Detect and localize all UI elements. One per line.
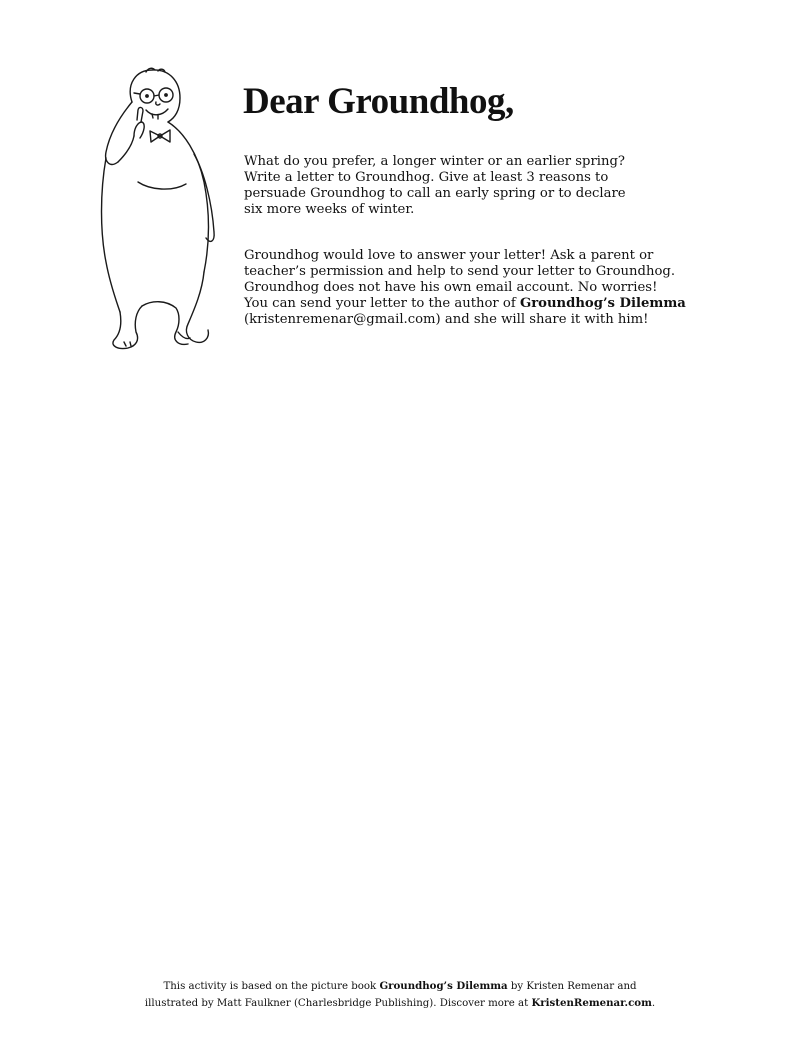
footer-website: KristenRemenar.com xyxy=(531,997,652,1009)
intro-paragraph xyxy=(244,154,744,218)
body-line: (kristenremenar@gmail.com) and she will share it with him! xyxy=(244,312,649,327)
footer-line xyxy=(0,995,800,1012)
footer-book-title: Groundhog’s Dilemma xyxy=(379,980,508,992)
body-line: Groundhog would love to answer your letter! Ask a parent or xyxy=(244,248,654,263)
footer-text: . xyxy=(651,998,656,1009)
footer-text: illustrated by Matt Faulkner (Charlesbridge Publishing). Discover more at xyxy=(144,998,532,1009)
footer-text: by Kristen Remenar and xyxy=(507,981,637,992)
body-line: teacher’s permission and help to send your letter to Groundhog. xyxy=(244,264,676,279)
body-line xyxy=(244,296,764,312)
footer-line xyxy=(0,978,800,995)
footer-credits xyxy=(0,978,800,1012)
intro-line: persuade Groundhog to call an early spring or to declare xyxy=(244,186,626,201)
intro-line: What do you prefer, a longer winter or an earlier spring? xyxy=(244,154,625,169)
book-title: Groundhog’s Dilemma xyxy=(519,296,686,311)
body-line: Groundhog does not have his own email account. No worries! xyxy=(244,280,658,295)
body-paragraph xyxy=(244,248,764,328)
intro-line: six more weeks of winter. xyxy=(244,202,415,217)
page-title: Dear Groundhog, xyxy=(243,81,514,122)
groundhog-illustration xyxy=(80,62,230,354)
body-line-text: You can send your letter to the author of xyxy=(244,296,520,311)
intro-line: Write a letter to Groundhog. Give at least 3 reasons to xyxy=(244,170,609,185)
footer-text: This activity is based on the picture book xyxy=(163,981,380,992)
